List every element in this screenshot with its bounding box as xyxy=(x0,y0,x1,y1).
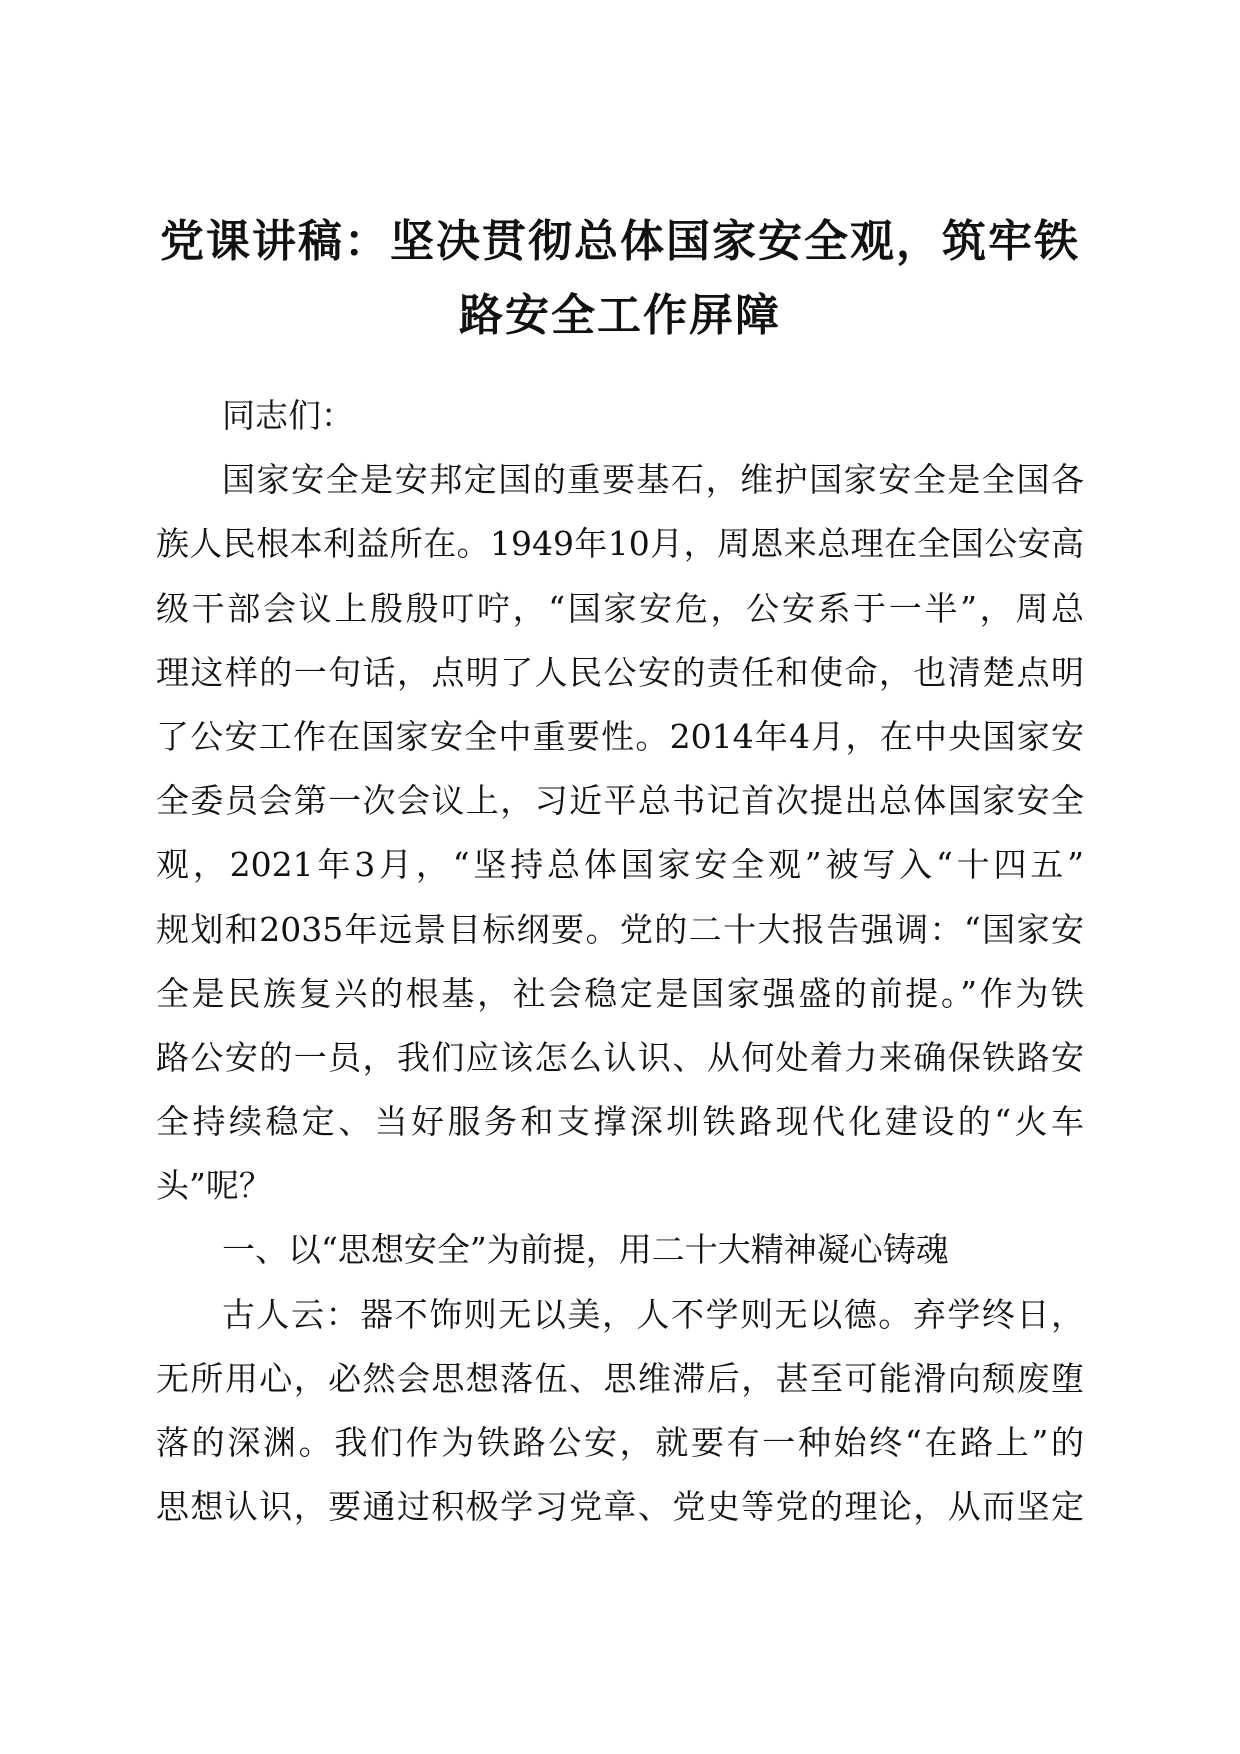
paragraph-line: 了公安工作在国家安全中重要性。2014年4月，在中央国家安 xyxy=(156,716,1084,756)
paragraph-line: 观，2021年3月，“坚持总体国家安全观”被写入“十四五” xyxy=(156,845,1084,885)
paragraph-line: 族人民根本利益所在。1949年10月，周恩来总理在全国公安高 xyxy=(156,524,1084,564)
paragraph-line: 全是民族复兴的根基，社会稳定是国家强盛的前提。”作为铁 xyxy=(156,973,1084,1013)
paragraph-line: 全委员会第一次会议上，习近平总书记首次提出总体国家安全 xyxy=(156,781,1084,821)
paragraph-line: 头”呢？ xyxy=(156,1166,272,1206)
title-line-1: 党课讲稿：坚决贯彻总体国家安全观，筑牢铁 xyxy=(160,216,1080,267)
paragraph-line: 规划和2035年远景目标纲要。党的二十大报告强调：“国家安 xyxy=(156,909,1084,949)
paragraph-line: 无所用心，必然会思想落伍、思维滞后，甚至可能滑向颓废堕 xyxy=(156,1358,1084,1398)
paragraph-line: 古人云：器不饰则无以美，人不学则无以德。弃学终日， xyxy=(222,1294,1084,1334)
paragraph-line: 路公安的一员，我们应该怎么认识、从何处着力来确保铁路安 xyxy=(156,1037,1084,1077)
paragraph-line: 落的深渊。我们作为铁路公安，就要有一种始终“在路上”的 xyxy=(156,1423,1084,1462)
section-heading: 一、以“思想安全”为前提，用二十大精神凝心铸魂 xyxy=(222,1230,949,1270)
paragraph-line: 思想认识，要通过积极学习党章、党史等党的理论，从而坚定 xyxy=(156,1487,1084,1527)
document-title xyxy=(156,205,1084,353)
document-body xyxy=(156,384,1084,1539)
paragraph-line: 国家安全是安邦定国的重要基石，维护国家安全是全国各 xyxy=(222,460,1084,500)
paragraph-line: 理这样的一句话，点明了人民公安的责任和使命，也清楚点明 xyxy=(156,652,1084,692)
salutation: 同志们： xyxy=(222,396,354,435)
paragraph-line: 级干部会议上殷殷叮咛，“国家安危，公安系于一半”，周总 xyxy=(156,588,1084,628)
paragraph-line: 全持续稳定、当好服务和支撑深圳铁路现代化建设的“火车 xyxy=(156,1102,1084,1142)
title-line-2: 路安全工作屏障 xyxy=(459,290,781,341)
